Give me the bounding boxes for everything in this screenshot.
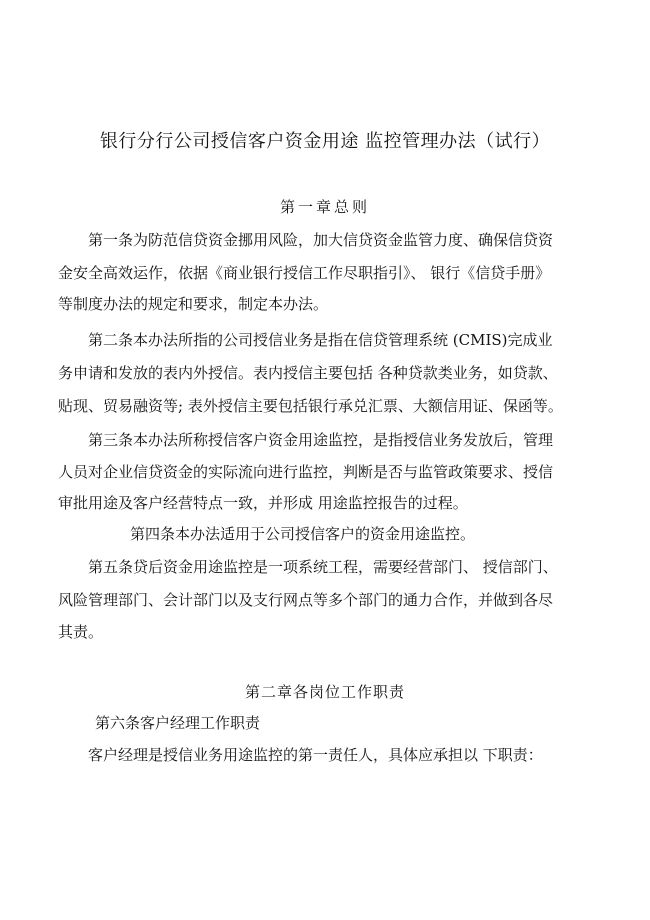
paragraph-line: 审批用途及客户经营特点一致，并形成 用途监控报告的过程。 [58,494,468,512]
paragraph-line: 金安全高效运作，依据《商业银行授信工作尽职指引》、 银行《信贷手册》 [58,264,551,282]
paragraph-line: 第四条本办法适用于公司授信客户的资金用途监控。 [130,525,476,543]
article-heading: 第六条客户经理工作职责 [95,714,261,732]
paragraph-line: 务申请和发放的表内外授信。表内授信主要包括 各种贷款类业务，如贷款、 [58,364,558,382]
paragraph-line: 其责。 [58,623,104,641]
paragraph-line: 第一条为防范信贷资金挪用风险，加大信贷资金监管力度、确保信贷资 [88,231,554,249]
paragraph-line: 人员对企业信贷资金的实际流向进行监控，判断是否与监管政策要求、授信 [58,463,554,481]
paragraph-line: 第三条本办法所称授信客户资金用途监控，是指授信业务发放后，管理 [88,431,554,449]
paragraph-line: 第五条贷后资金用途监控是一项系统工程，需要经营部门、 授信部门、 [88,558,558,576]
paragraph-line: 贴现、贸易融资等; 表外授信主要包括银行承兑汇票、大额信用证、保函等。 [58,397,563,415]
paragraph-line: 风险管理部门、会计部门以及支行网点等多个部门的通力合作，并做到各尽 [58,591,554,609]
paragraph-line: 第二条本办法所指的公司授信业务是指在信贷管理系统 (CMIS)完成业 [88,331,553,349]
chapter-2-heading: 第二章各岗位工作职责 [244,683,405,701]
paragraph-line: 等制度办法的规定和要求，制定本办法。 [58,295,329,313]
paragraph-line: 客户经理是授信业务用途监控的第一责任人，具体应承担以 下职责： [88,746,543,764]
chapter-1-heading: 第一章总则 [279,198,370,216]
document-title: 银行分行公司授信客户资金用途 监控管理办法（试行） [99,131,551,152]
